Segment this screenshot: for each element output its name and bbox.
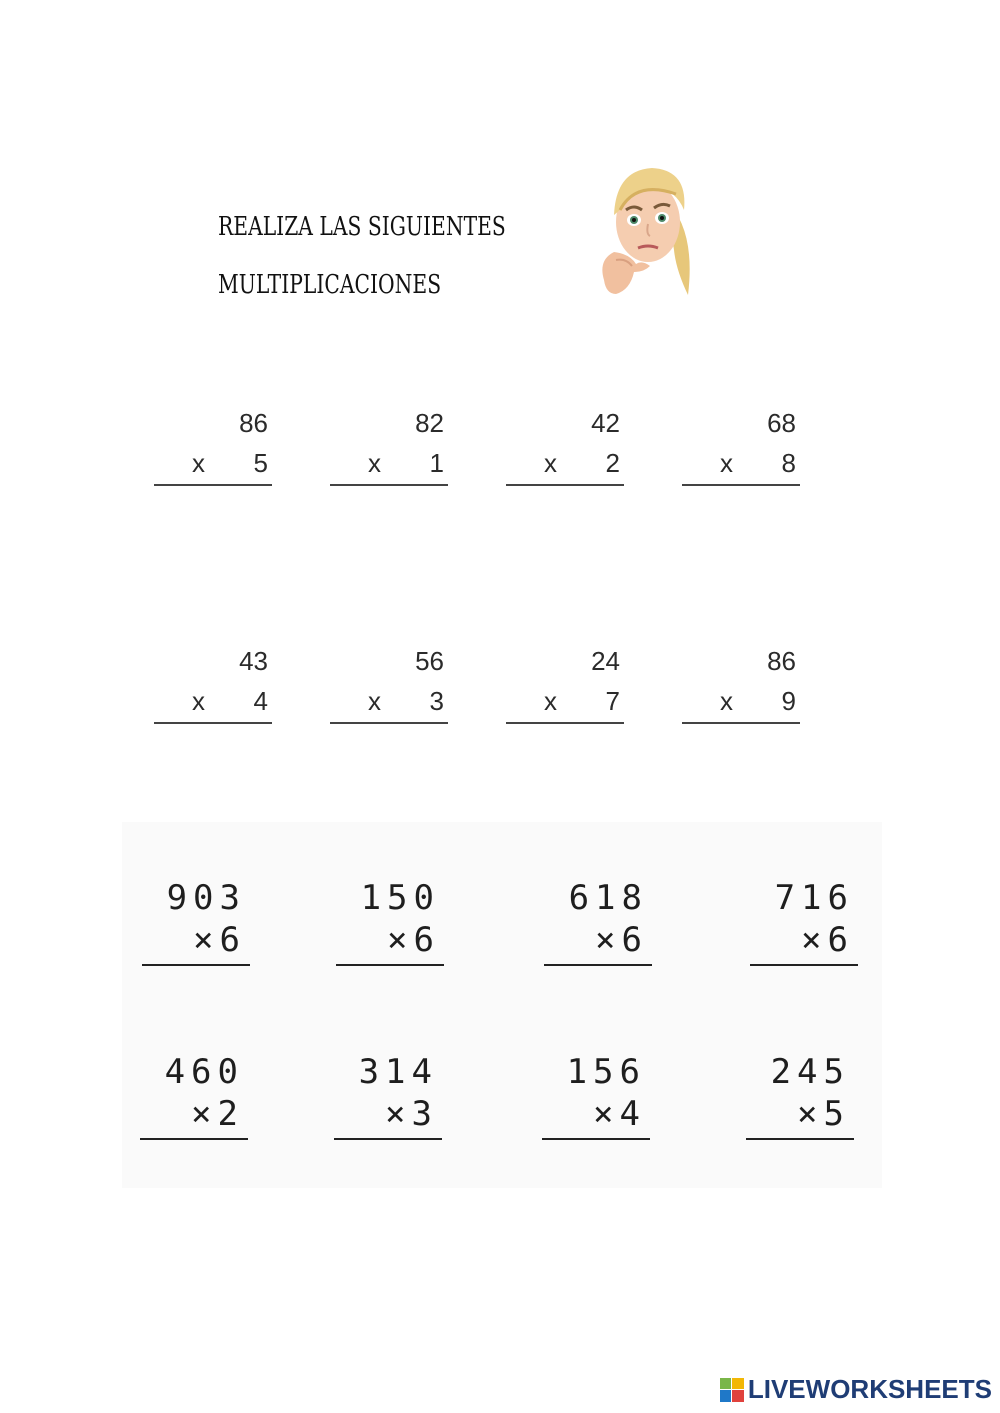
multiplier: 4 [253,686,268,716]
multiplier: 1 [429,448,444,478]
problem-row1-3 [506,408,624,488]
liveworksheets-brand[interactable] [720,1374,992,1405]
problem-row2-2 [330,646,448,726]
times-sign: x [720,448,733,478]
multiplier: ×4 [593,1094,646,1134]
answer-line [142,964,250,966]
answer-line [154,484,272,486]
problem-row3-1 [142,878,250,960]
times-sign: x [368,448,381,478]
answer-line [544,964,652,966]
answer-line [140,1138,248,1140]
multiplier: 5 [253,448,268,478]
times-sign: x [544,448,557,478]
multiplicand: 245 [770,1052,850,1092]
problem-row4-4 [746,1052,854,1134]
multiplier: 7 [605,686,620,716]
multiplicand: 24 [591,646,620,676]
multiplicand: 56 [415,646,444,676]
multiplicand: 460 [164,1052,244,1092]
problem-row2-3 [506,646,624,726]
answer-line [682,484,800,486]
multiplier: ×5 [797,1094,850,1134]
multiplier: 3 [429,686,444,716]
times-sign: x [720,686,733,716]
answer-line [506,484,624,486]
problem-row3-3 [544,878,652,960]
answer-line [336,964,444,966]
problem-row2-1 [154,646,272,726]
problem-row4-2 [334,1052,442,1134]
page-title-line-2: MULTIPLICACIONES [218,270,442,300]
problem-row4-3 [542,1052,650,1134]
answer-line [506,722,624,724]
problem-row1-4 [682,408,800,488]
multiplicand: 68 [767,408,796,438]
multiplicand: 43 [239,646,268,676]
multiplier: ×6 [387,920,440,960]
answer-line [542,1138,650,1140]
multiplier: ×6 [595,920,648,960]
answer-line [746,1138,854,1140]
thinking-girl-avatar-icon [596,160,706,305]
times-sign: x [192,448,205,478]
multiplier: ×2 [191,1094,244,1134]
times-sign: x [368,686,381,716]
multiplicand: 618 [568,878,648,918]
multiplicand: 82 [415,408,444,438]
multiplicand: 86 [239,408,268,438]
multiplicand: 156 [566,1052,646,1092]
answer-line [330,722,448,724]
problem-row3-2 [336,878,444,960]
liveworksheets-logo-icon [720,1378,744,1402]
multiplier: 8 [781,448,796,478]
multiplicand: 150 [360,878,440,918]
times-sign: x [544,686,557,716]
answer-line [750,964,858,966]
multiplier: ×6 [801,920,854,960]
answer-line [682,722,800,724]
brand-name: LIVEWORKSHEETS [747,1374,992,1404]
multiplicand: 314 [358,1052,438,1092]
problem-row3-4 [750,878,858,960]
multiplicand: 903 [166,878,246,918]
page-title-line-1: REALIZA LAS SIGUIENTES [218,212,506,242]
problem-row1-2 [330,408,448,488]
answer-line [334,1138,442,1140]
problem-row1-1 [154,408,272,488]
problem-row2-4 [682,646,800,726]
multiplicand: 716 [774,878,854,918]
problem-row4-1 [140,1052,248,1134]
multiplier: ×3 [385,1094,438,1134]
answer-line [154,722,272,724]
multiplicand: 42 [591,408,620,438]
multiplier: 2 [605,448,620,478]
multiplier: ×6 [193,920,246,960]
times-sign: x [192,686,205,716]
multiplicand: 86 [767,646,796,676]
answer-line [330,484,448,486]
multiplier: 9 [781,686,796,716]
